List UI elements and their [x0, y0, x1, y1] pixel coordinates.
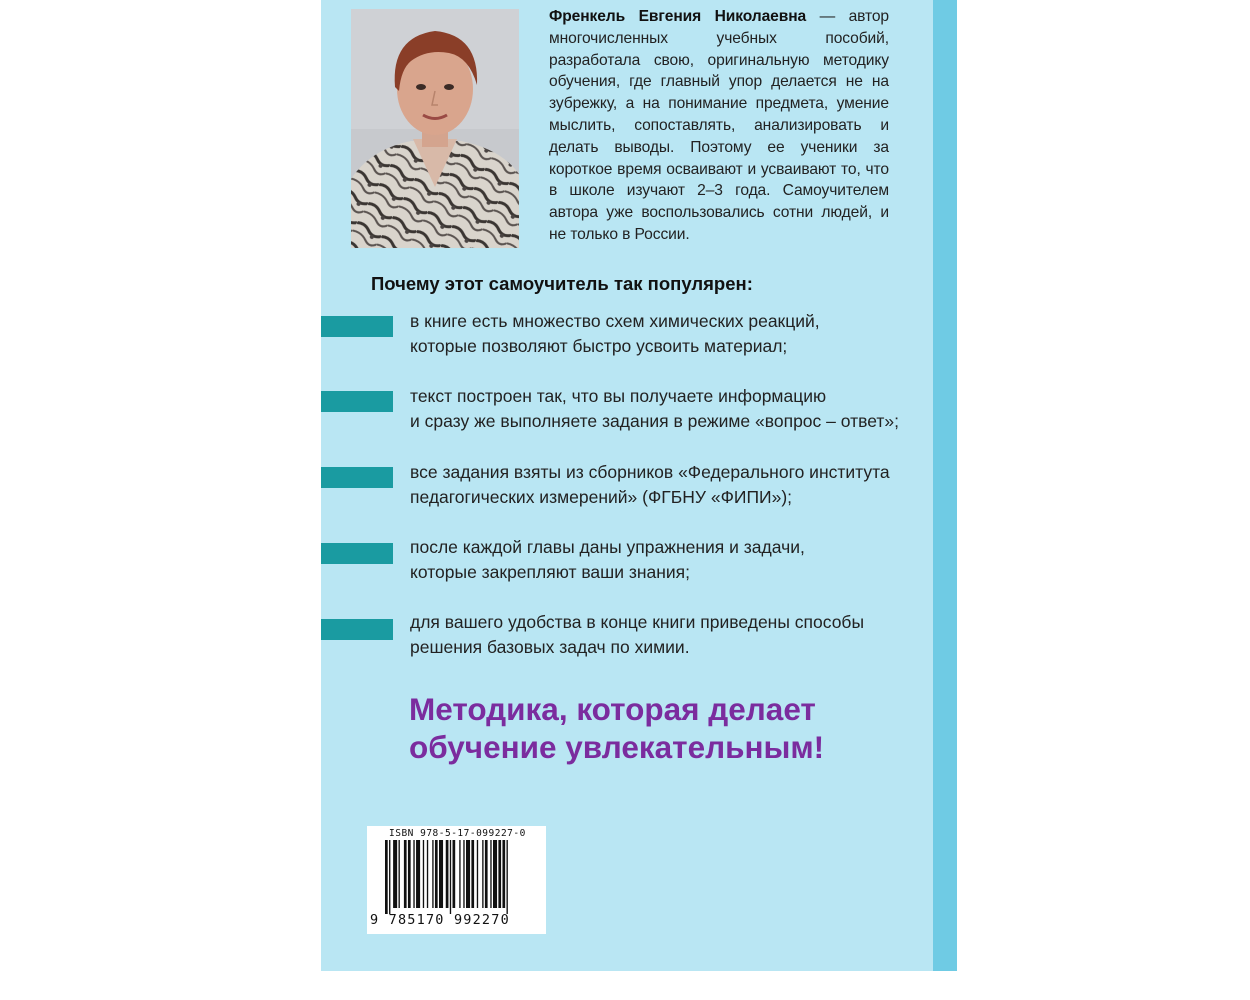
- bullet-marker: [321, 391, 393, 412]
- bullet-line: которые позволяют быстро усвоить материал;: [410, 336, 788, 356]
- slogan-line: Методика, которая делает: [409, 691, 816, 727]
- isbn-barcode: [367, 826, 546, 934]
- bullet-marker: [321, 316, 393, 337]
- slogan: [409, 690, 824, 766]
- barcode-digits: 9 785170 992270: [370, 912, 510, 928]
- author-photo: [351, 9, 519, 248]
- bullet-line: решения базовых задач по химии.: [410, 637, 690, 657]
- isbn-label: ISBN 978-5-17-099227-0: [389, 828, 526, 839]
- why-heading: Почему этот самоучитель так популярен:: [371, 273, 753, 294]
- bullet-item: [410, 309, 910, 359]
- bullet-marker: [321, 619, 393, 640]
- bullet-line: в книге есть множество схем химических реакций,: [410, 311, 820, 331]
- barcode-bars: [371, 840, 541, 914]
- slogan-line: обучение увлекательным!: [409, 729, 825, 765]
- author-name: Френкель Евгения Николаевна: [549, 8, 807, 25]
- author-bio-text: — автор многочисленных учебных пособий, разработала свою, оригинальную методику обучения, где главный упор делается не на зубрежку, а на понимание предмета, умение мыслить, сопоставлять, анализировать и делать выводы. Поэтому ее ученики за короткое время осваивают и усваивают то, что в школе изучают 2–3 года. Самоучителем автора уже воспользовались сотни людей, и не только в России.: [549, 8, 889, 243]
- bullet-item: [410, 610, 910, 660]
- bullet-line: и сразу же выполняете задания в режиме «вопрос – ответ»;: [410, 411, 899, 431]
- cover-spine: [933, 0, 957, 971]
- bullet-line: текст построен так, что вы получаете информацию: [410, 386, 827, 406]
- bullet-line: все задания взяты из сборников «Федерального института: [410, 462, 890, 482]
- bullet-marker: [321, 543, 393, 564]
- bullet-line: после каждой главы даны упражнения и задачи,: [410, 537, 805, 557]
- bullet-item: [410, 460, 910, 510]
- bullet-line: которые закрепляют ваши знания;: [410, 562, 691, 582]
- bullet-line: для вашего удобства в конце книги приведены способы: [410, 612, 865, 632]
- bullet-item: [410, 535, 910, 585]
- author-bio: [549, 6, 889, 246]
- bullet-marker: [321, 467, 393, 488]
- bullet-item: [410, 384, 910, 434]
- bullet-line: педагогических измерений» (ФГБНУ «ФИПИ»);: [410, 487, 793, 507]
